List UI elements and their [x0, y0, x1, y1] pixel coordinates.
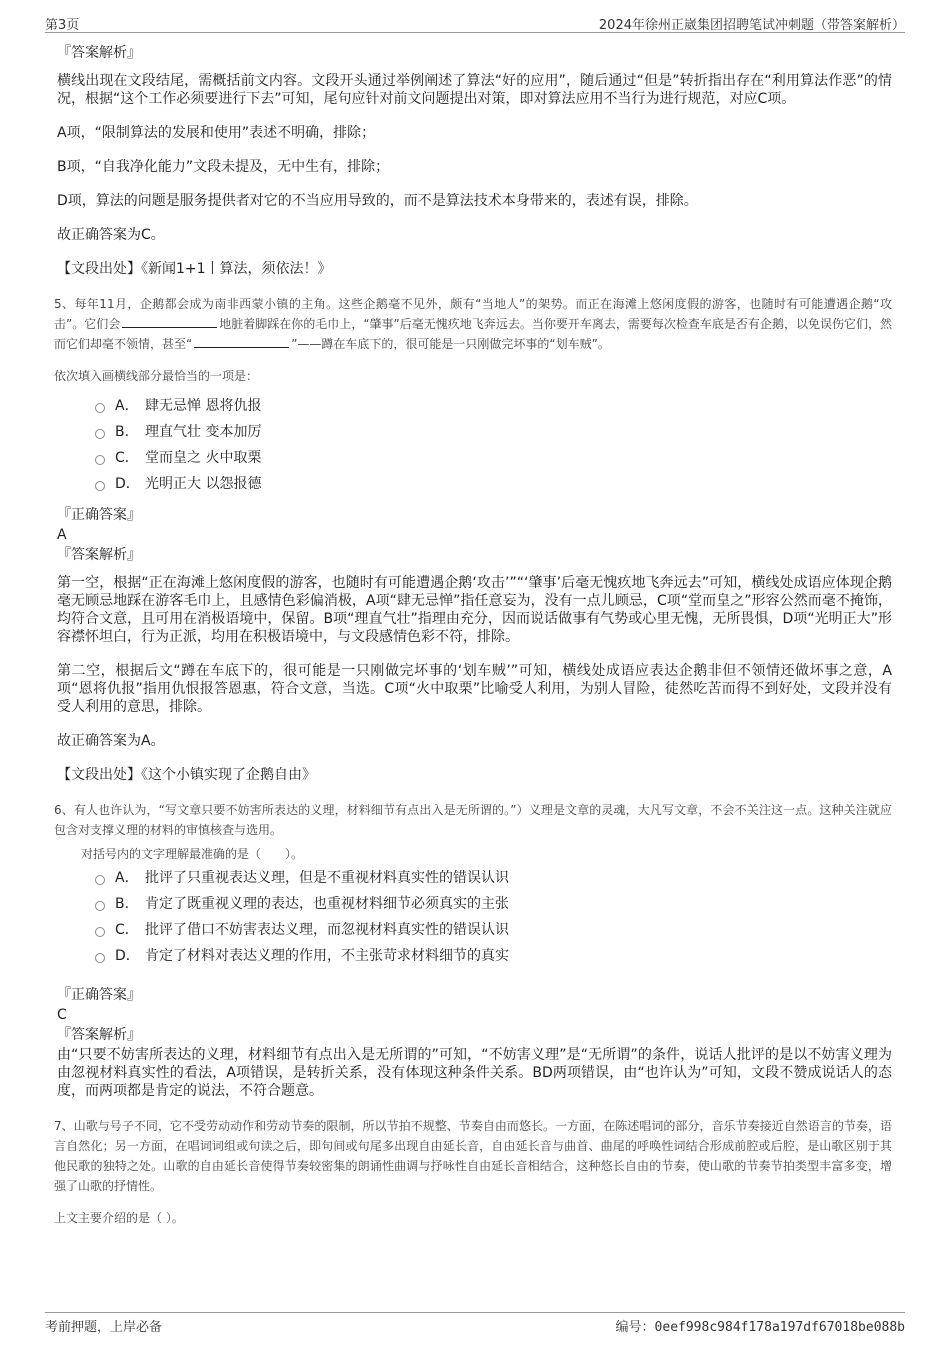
- q5-option-c[interactable]: C． 堂而皇之 火中取栗: [95, 448, 892, 474]
- document-body: [54, 44, 892, 1232]
- q6-answer-label: 『正确答案』: [57, 987, 141, 1003]
- q5-analysis-para1: 第一空，根据“正在海滩上悠闲度假的游客，也随时有可能遭遇企鹅‘攻击’”“‘肇事’后毫无愧疚地飞奔远去”可知，横线处成语应体现企鹅毫无顾忌地踩在游客毛巾上，且感情色彩偏消极，A项“肆无忌惮”指任意妄为，没有一点儿顾忌，C项“堂而皇之”形容公然而毫不掩饰，均符合文意，且可用在消极语境中，保留。B项“理直气壮”指理由充分，因而说话做事有气势或心里无愧，无所畏惧，D项“光明正大”形容襟怀坦白，行为正派，均用在积极语境中，与文段感情色彩不符，排除。: [57, 575, 892, 645]
- q5-stem-part-a: 5、每年11月，企鹅都会成为南非西蒙小镇的主角。这些企鹅毫不见外，颇有“当地人”的架势。而正在海滩上悠闲度假的游客，也随时有可能遭遇企鹅“攻击”。它们会: [54, 297, 892, 331]
- q6-prompt: 对括号内的文字理解最准确的是（ ）。: [81, 847, 304, 861]
- page-number: 第3页: [45, 18, 80, 33]
- q5-answer: A: [57, 527, 67, 543]
- radio-icon[interactable]: [95, 927, 105, 937]
- page-footer: [45, 1312, 905, 1333]
- q6-answer: C: [57, 1007, 67, 1023]
- radio-icon[interactable]: [95, 875, 105, 885]
- q5-source: 【文段出处】《这个小镇实现了企鹅自由》: [57, 767, 316, 783]
- radio-icon[interactable]: [95, 953, 105, 963]
- q4-analysis-para3: B项，“自我净化能力”文段未提及，无中生有，排除；: [57, 159, 390, 175]
- q5-stem: [54, 294, 892, 354]
- q4-source: 【文段出处】《新闻1+1丨算法，须依法！》: [57, 261, 332, 277]
- q5-analysis-para2: 第二空，根据后文“蹲在车底下的，很可能是一只刚做完坏事的‘划车贼’”可知，横线处成语应表达企鹅非但不领情还做坏事之意，A项“恩将仇报”指用仇恨报答恩惠，符合文意，当选。C项“火中取栗”比喻受人利用，为别人冒险，徒然吃苦而得不到好处，文段并没有受人利用的意思，排除。: [57, 663, 892, 715]
- q5-options: [95, 396, 892, 500]
- radio-icon[interactable]: [95, 901, 105, 911]
- q5-prompt: 依次填入画横线部分最恰当的一项是：: [54, 369, 259, 383]
- radio-icon[interactable]: [95, 429, 105, 439]
- q5-stem-part-b: 地脏着脚踩在你的毛巾上，“肇事”后毫无愧疚地飞奔远去。当你要开车离去，需要每次检查车底是否有企鹅，以免误伤它们，然而它们却毫不领情，甚至“: [54, 317, 892, 351]
- q4-analysis-label: 『答案解析』: [57, 45, 141, 61]
- footer-doc-id: [616, 1316, 905, 1335]
- q5-blank-1: [122, 315, 217, 328]
- q5-blank-2: [194, 335, 289, 348]
- q5-answer-label: 『正确答案』: [57, 507, 141, 523]
- q5-stem-part-c: ”——蹲在车底下的，很可能是一只刚做完坏事的“划车贼”。: [291, 337, 610, 351]
- footer-id-value: 0eef998c984f178a197df67018be088b: [654, 1320, 905, 1335]
- radio-icon[interactable]: [95, 455, 105, 465]
- q6-options: [95, 868, 892, 972]
- q7-prompt: 上文主要介绍的是（ ）。: [54, 1211, 184, 1225]
- q6-option-c[interactable]: C． 批评了借口不妨害表达义理，而忽视材料真实性的错误认识: [95, 920, 892, 946]
- radio-icon[interactable]: [95, 481, 105, 491]
- q6-option-b[interactable]: B． 肯定了既重视义理的表达，也重视材料细节必须真实的主张: [95, 894, 892, 920]
- q5-option-d[interactable]: D． 光明正大 以怨报德: [95, 474, 892, 500]
- footer-id-label: 编号：: [615, 1320, 655, 1335]
- q5-option-b[interactable]: B． 理直气壮 变本加厉: [95, 422, 892, 448]
- q6-option-d[interactable]: D． 肯定了材料对表达义理的作用，不主张苛求材料细节的真实: [95, 946, 892, 972]
- q6-analysis-para1: 由“只要不妨害所表达的义理，材料细节有点出入是无所谓的”可知，“不妨害义理”是“无所谓”的条件，说话人批评的是以不妨害义理为由忽视材料真实性的看法，A项错误，是转折关系，没有体现这种条件关系。BD两项错误，由“也许认为”可知，文段不赞成说话人的态度，而两项都是肯定的说法，不符合题意。: [57, 1047, 892, 1099]
- q6-analysis-label: 『答案解析』: [57, 1027, 141, 1043]
- page-header: [45, 12, 905, 33]
- q6-option-a[interactable]: A． 批评了只重视表达义理，但是不重视材料真实性的错误认识: [95, 868, 892, 894]
- q4-conclusion: 故正确答案为C。: [57, 227, 165, 243]
- q7-stem: 7、山歌与号子不同，它不受劳动动作和劳动节奏的限制，所以节拍不规整、节奏自由而悠长。一方面，在陈述唱词的部分，音乐节奏接近自然语言的节奏，语言自然化；另一方面，在唱词词组或句读之后，即句间或句尾多出现自由延长音，自由延长音与曲首、曲尾的呼唤性词结合形成前腔或后腔，是山歌区别于其他民歌的独特之处。山歌的自由延长音使得节奏较密集的朗诵性曲调与抒咏性自由延长音相结合，这种悠长自由的节奏，使山歌的节奏节拍类型丰富多变，增强了山歌的抒情性。: [54, 1119, 892, 1193]
- q4-analysis-para2: A项，“限制算法的发展和使用”表述不明确，排除；: [57, 125, 376, 141]
- footer-slogan: 考前押题，上岸必备: [45, 1320, 163, 1335]
- q5-analysis-label: 『答案解析』: [57, 547, 141, 563]
- q5-conclusion: 故正确答案为A。: [57, 733, 165, 749]
- q4-analysis-para4: D项，算法的问题是服务提供者对它的不当应用导致的，而不是算法技术本身带来的，表述有误，排除。: [57, 193, 698, 209]
- q4-analysis-para1: 横线出现在文段结尾，需概括前文内容。文段开头通过举例阐述了算法“好的应用”，随后通过“但是”转折指出存在“利用算法作恶”的情况，根据“这个工作必须要进行下去”可知，尾句应针对前文问题提出对策，即对算法应用不当行为进行规范，对应C项。: [57, 73, 892, 107]
- radio-icon[interactable]: [95, 403, 105, 413]
- document-title: 2024年徐州正崴集团招聘笔试冲刺题（带答案解析）: [598, 18, 905, 33]
- q6-stem: 6、有人也许认为，“写文章只要不妨害所表达的义理，材料细节有点出入是无所谓的。”）义理是文章的灵魂，大凡写文章，不会不关注这一点。这种关注就应包含对支撑义理的材料的审慎核查与选用。: [54, 803, 892, 837]
- q5-option-a[interactable]: A． 肆无忌惮 恩将仇报: [95, 396, 892, 422]
